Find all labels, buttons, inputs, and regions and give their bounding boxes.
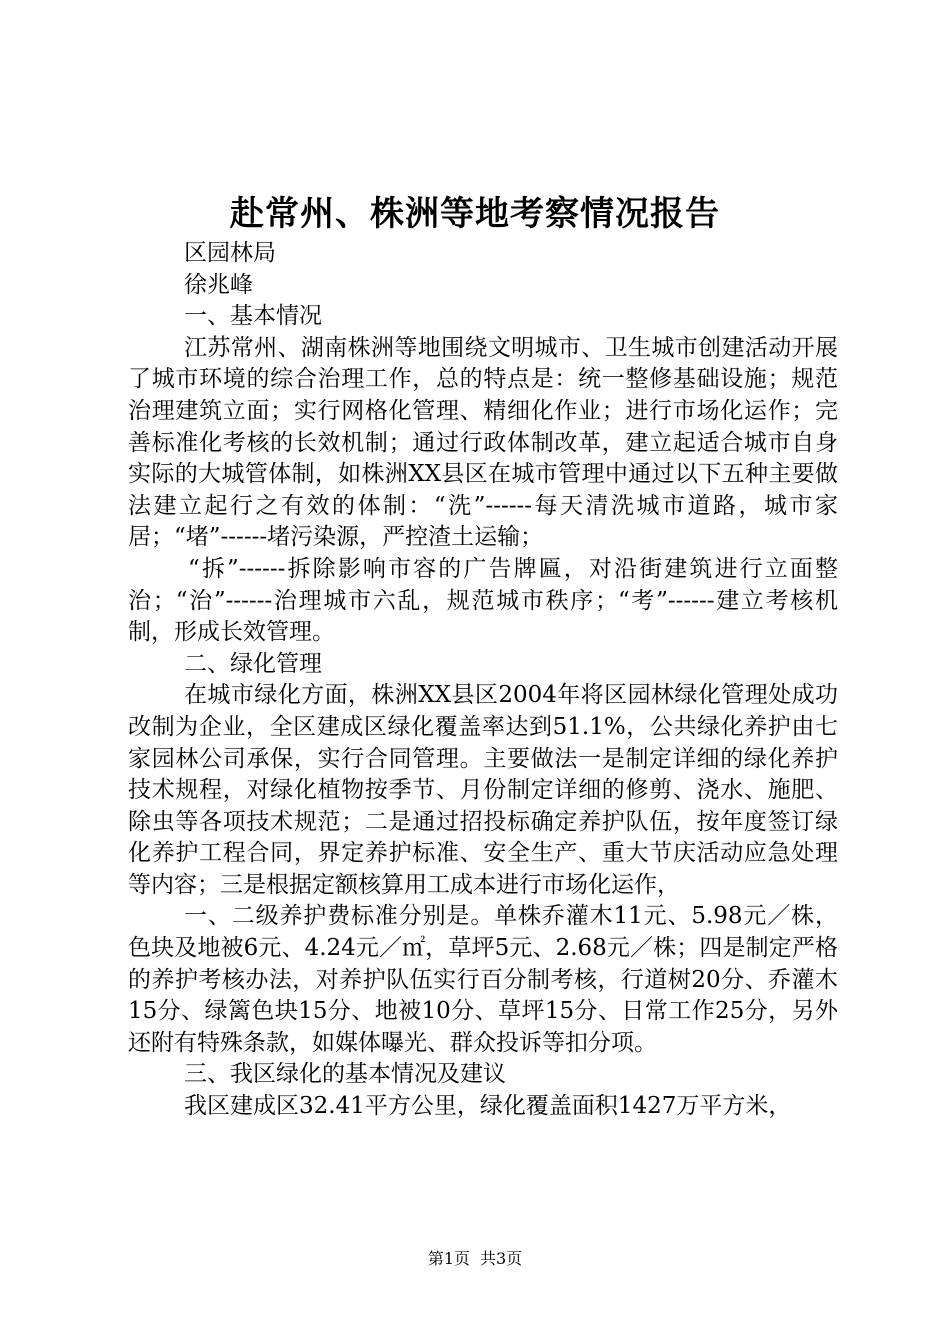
paragraph-maintenance-fees: 一、二级养护费标准分别是。单株乔灌木11元、5.98元／株，色块及地被6元、4.24元／㎡，草坪5元、2.68元／株；四是制定严格的养护考核办法，对养护队伍实行百分制考核，行道树20分、乔灌木15分、绿篱色块15分、地被10分、草坪15分、日常工作25分，另外还附有特殊条款，如媒体曝光、群众投诉等扣分项。: [128, 903, 838, 1056]
section-heading-3: 三、我区绿化的基本情况及建议: [184, 1061, 506, 1088]
paragraph-district-situation: 我区建成区32.41平方公里，绿化覆盖面积1427万平方米，: [184, 1093, 792, 1120]
document-title: 赴常州、株洲等地考察情况报告: [230, 194, 720, 234]
document-body: [128, 238, 838, 1123]
author-org: 区园林局: [184, 240, 276, 266]
paragraph-five-methods: “拆”------拆除影响市容的广告牌匾，对沿街建筑进行立面整治；“治”------治理城市六乱，规范城市秩序；“考”------建立考核机制，形成长效管理。: [128, 555, 838, 646]
section-heading-2: 二、绿化管理: [184, 650, 322, 677]
page-footer: [0, 1246, 950, 1269]
section-heading-1: 一、基本情况: [184, 303, 322, 330]
paragraph-greening-management: 在城市绿化方面，株洲XX县区2004年将区园林绿化管理处成功改制为企业，全区建成区绿化覆盖率达到51.1%，公共绿化养护由七家园林公司承保，实行合同管理。主要做法一是制定详细的绿化养护技术规程，对绿化植物按季节、月份制定详细的修剪、浇水、施肥、除虫等各项技术规范；二是通过招投标确定养护队伍，按年度签订绿化养护工程合同，界定养护标准、安全生产、重大节庆活动应急处理等内容；三是根据定额核算用工成本进行市场化运作，: [128, 682, 838, 898]
page-total: 共3页: [480, 1249, 523, 1268]
page-number: 第1页: [427, 1249, 470, 1268]
author-name: 徐兆峰: [184, 271, 253, 298]
paragraph-basic-situation: 江苏常州、湖南株洲等地围绕文明城市、卫生城市创建活动开展了城市环境的综合治理工作，总的特点是：统一整修基础设施；规范治理建筑立面；实行网格化管理、精细化作业；进行市场化运作；完善标准化考核的长效机制；通过行政体制改革，建立起适合城市自身实际的大城管体制，如株洲XX县区在城市管理中通过以下五种主要做法建立起行之有效的体制：“洗”------每天清洗城市道路，城市家居；“堵”------堵污染源，严控渣土运输；: [128, 334, 838, 551]
